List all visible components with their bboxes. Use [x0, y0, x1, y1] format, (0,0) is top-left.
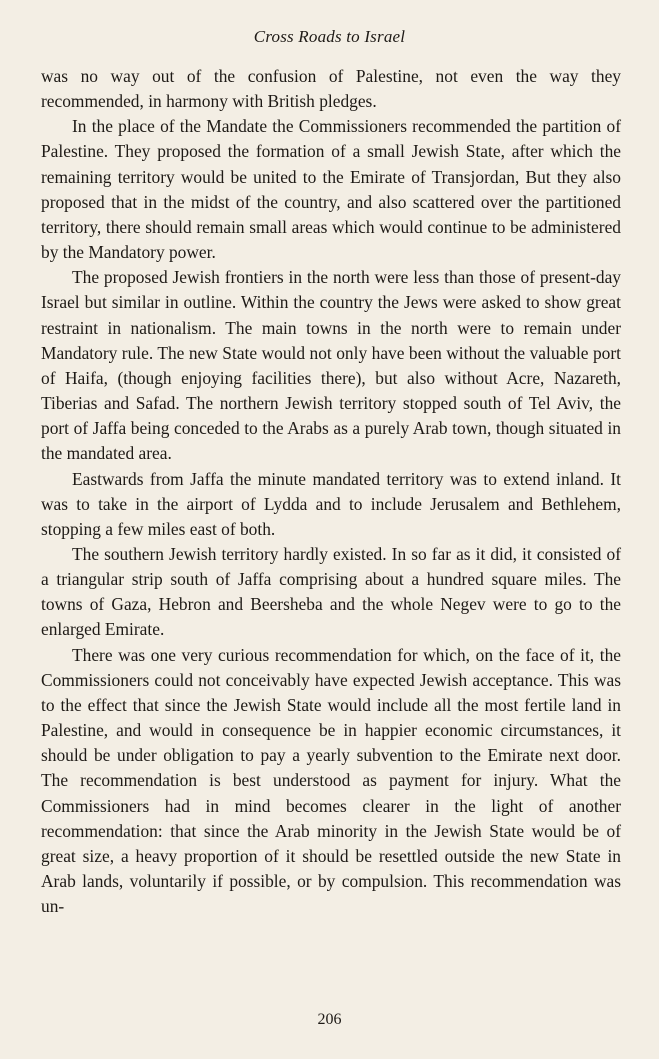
paragraph: In the place of the Mandate the Commissioners recommended the partition of Palestine. They proposed the formation of a small Jewish State, after which the remaining territory would be united to the Emirate of Transjordan, But they also proposed that in the midst of the country, and also scattered over the partitioned territory, there should remain small areas which would continue to be administered by the Mandatory power. — [41, 116, 621, 263]
page-number: 206 — [317, 1011, 342, 1028]
paragraph: The southern Jewish territory hardly existed. In so far as it did, it consisted of a triangular strip south of Jaffa comprising about a hundred square miles. The towns of Gaza, Hebron and Beersheba and the whole Negev were to go to the enlarged Emirate. — [41, 543, 621, 640]
paragraph: Eastwards from Jaffa the minute mandated territory was to extend inland. It was to take in the airport of Lydda and to include Jerusalem and Bethlehem, stopping a few miles east of both. — [41, 468, 621, 539]
running-head: Cross Roads to Israel — [253, 27, 406, 46]
paragraph: There was one very curious recommendation for which, on the face of it, the Commissioners could not conceivably have expected Jewish acceptance. This was to the effect that since the Jewish State would include all the most fertile land in Palestine, and would in consequence be in happier economic circumstances, it should be under obligation to pay a yearly subvention to the Emirate next door. The recommendation is best understood as payment for injury. What the Commissioners had in mind becomes clearer in the light of another recommendation: that since the Arab minority in the Jewish State would be of great size, a heavy proportion of it should be resettled outside the new State in Arab lands, voluntarily if possible, or by compulsion. This recommendation was un- — [41, 644, 621, 917]
body-text — [41, 64, 621, 919]
paragraph: The proposed Jewish frontiers in the north were less than those of present-day Israel but similar in outline. Within the country the Jews were asked to show great restraint in nationalism. The main towns in the north were to remain under Mandatory rule. The new State would not only have been without the valuable port of Haifa, (though enjoying facilities there), but also without Acre, Nazareth, Tiberias and Safad. The northern Jewish territory stopped south of Tel Aviv, the port of Jaffa being conceded to the Arabs as a purely Arab town, though situated in the mandated area. — [41, 267, 621, 464]
paragraph-continuation: was no way out of the confusion of Palestine, not even the way they recommended, in harmony with British pledges. — [41, 66, 621, 112]
